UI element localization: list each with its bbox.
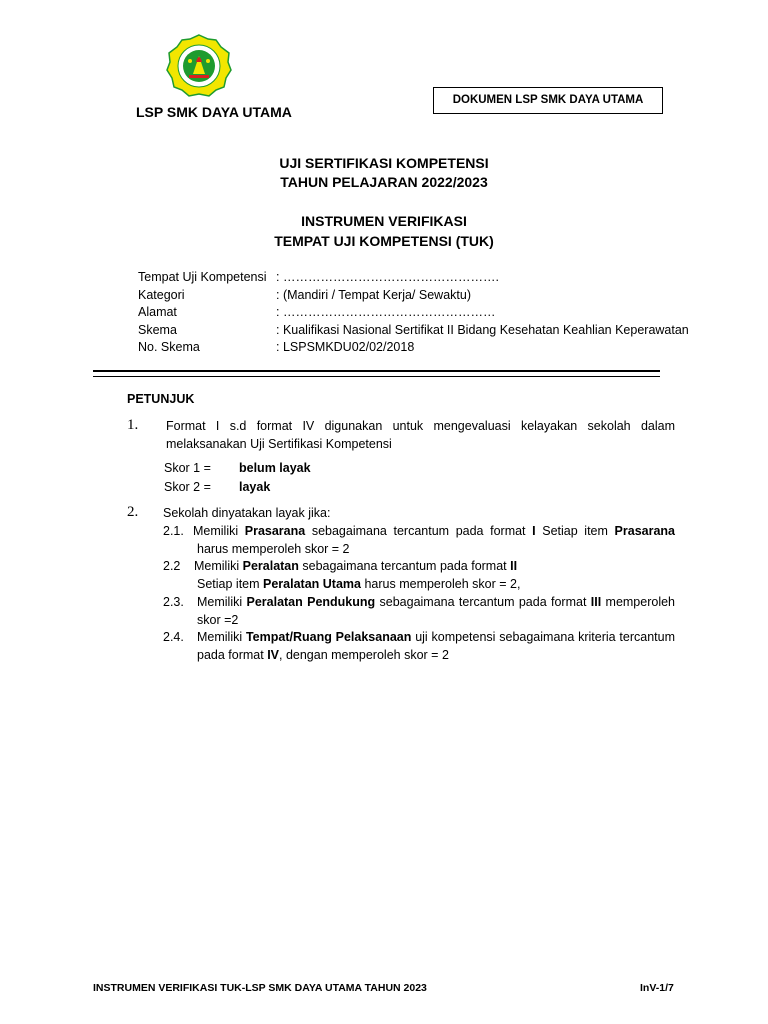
sub-item-number: 2.4. — [163, 630, 184, 644]
title-line-1: UJI SERTIFIKASI KOMPETENSI — [279, 155, 489, 171]
info-label: Kategori — [138, 287, 185, 302]
info-table — [138, 269, 689, 357]
sub-item-text: Memiliki Peralatan Pendukung sebagaimana tercantum pada format III memperoleh skor =2 — [197, 595, 676, 627]
sub-item-text: Memiliki Peralatan sebagaimana tercantum pada format II — [194, 559, 518, 573]
organization-name: LSP SMK DAYA UTAMA — [136, 104, 292, 120]
sub-item-number: 2.1. — [163, 524, 184, 538]
score-value: layak — [239, 480, 271, 494]
info-row — [138, 287, 689, 305]
sub-item-number: 2.3. — [163, 595, 184, 609]
sub-item-text: Memiliki Prasarana sebagaimana tercantum pada format I Setiap item Prasarana harus memperoleh skor = 2 — [193, 524, 676, 556]
score-label: Skor 2 = — [164, 480, 211, 494]
item-number: 1. — [127, 417, 139, 433]
info-row — [138, 339, 689, 357]
sub-item-text: Memiliki Tempat/Ruang Pelaksanaan uji kompetensi sebagaimana kriteria tercantum pada format IV, dengan memperoleh skor = 2 — [197, 630, 675, 662]
sub-item-number: 2.2 — [163, 559, 181, 573]
divider-thick — [93, 370, 660, 372]
section-heading: PETUNJUK — [127, 392, 195, 406]
title-line-3: INSTRUMEN VERIFIKASI — [301, 213, 467, 229]
document-label-box: DOKUMEN LSP SMK DAYA UTAMA — [433, 87, 663, 114]
info-value: : LSPSMKDU02/02/2018 — [276, 340, 415, 354]
info-row — [138, 304, 689, 322]
score-label: Skor 1 = — [164, 461, 211, 475]
info-row — [138, 269, 689, 287]
school-logo-icon — [163, 34, 235, 98]
title-line-2: TAHUN PELAJARAN 2022/2023 — [280, 174, 488, 190]
info-label: Skema — [138, 322, 177, 337]
page-number: InV-1/7 — [640, 982, 674, 994]
item-number: 2. — [127, 504, 139, 520]
item-text: Format I s.d format IV digunakan untuk mengevaluasi kelayakan sekolah dalam melaksanakan Uji Sertifikasi Kompetensi — [166, 419, 675, 451]
score-value: belum layak — [239, 461, 311, 475]
divider-thin — [93, 376, 660, 377]
info-label: Tempat Uji Kompetensi — [138, 270, 267, 284]
info-row — [138, 322, 689, 340]
info-value: : …………………………………………… — [276, 305, 496, 319]
footer-title: INSTRUMEN VERIFIKASI TUK-LSP SMK DAYA UTAMA TAHUN 2023 — [93, 982, 427, 994]
info-label: Alamat — [138, 305, 177, 319]
title-line-4: TEMPAT UJI KOMPETENSI (TUK) — [274, 233, 494, 249]
info-value: : (Mandiri / Tempat Kerja/ Sewaktu) — [276, 287, 471, 302]
info-value: : Kualifikasi Nasional Sertifikat II Bidang Kesehatan Keahlian Keperawatan — [276, 322, 689, 337]
info-value: : ……………………………………………. — [276, 270, 499, 284]
sub-item-text-line: Setiap item Peralatan Utama harus memperoleh skor = 2, — [197, 577, 521, 591]
item-text: Sekolah dinyatakan layak jika: — [163, 506, 331, 520]
info-label: No. Skema — [138, 340, 200, 354]
